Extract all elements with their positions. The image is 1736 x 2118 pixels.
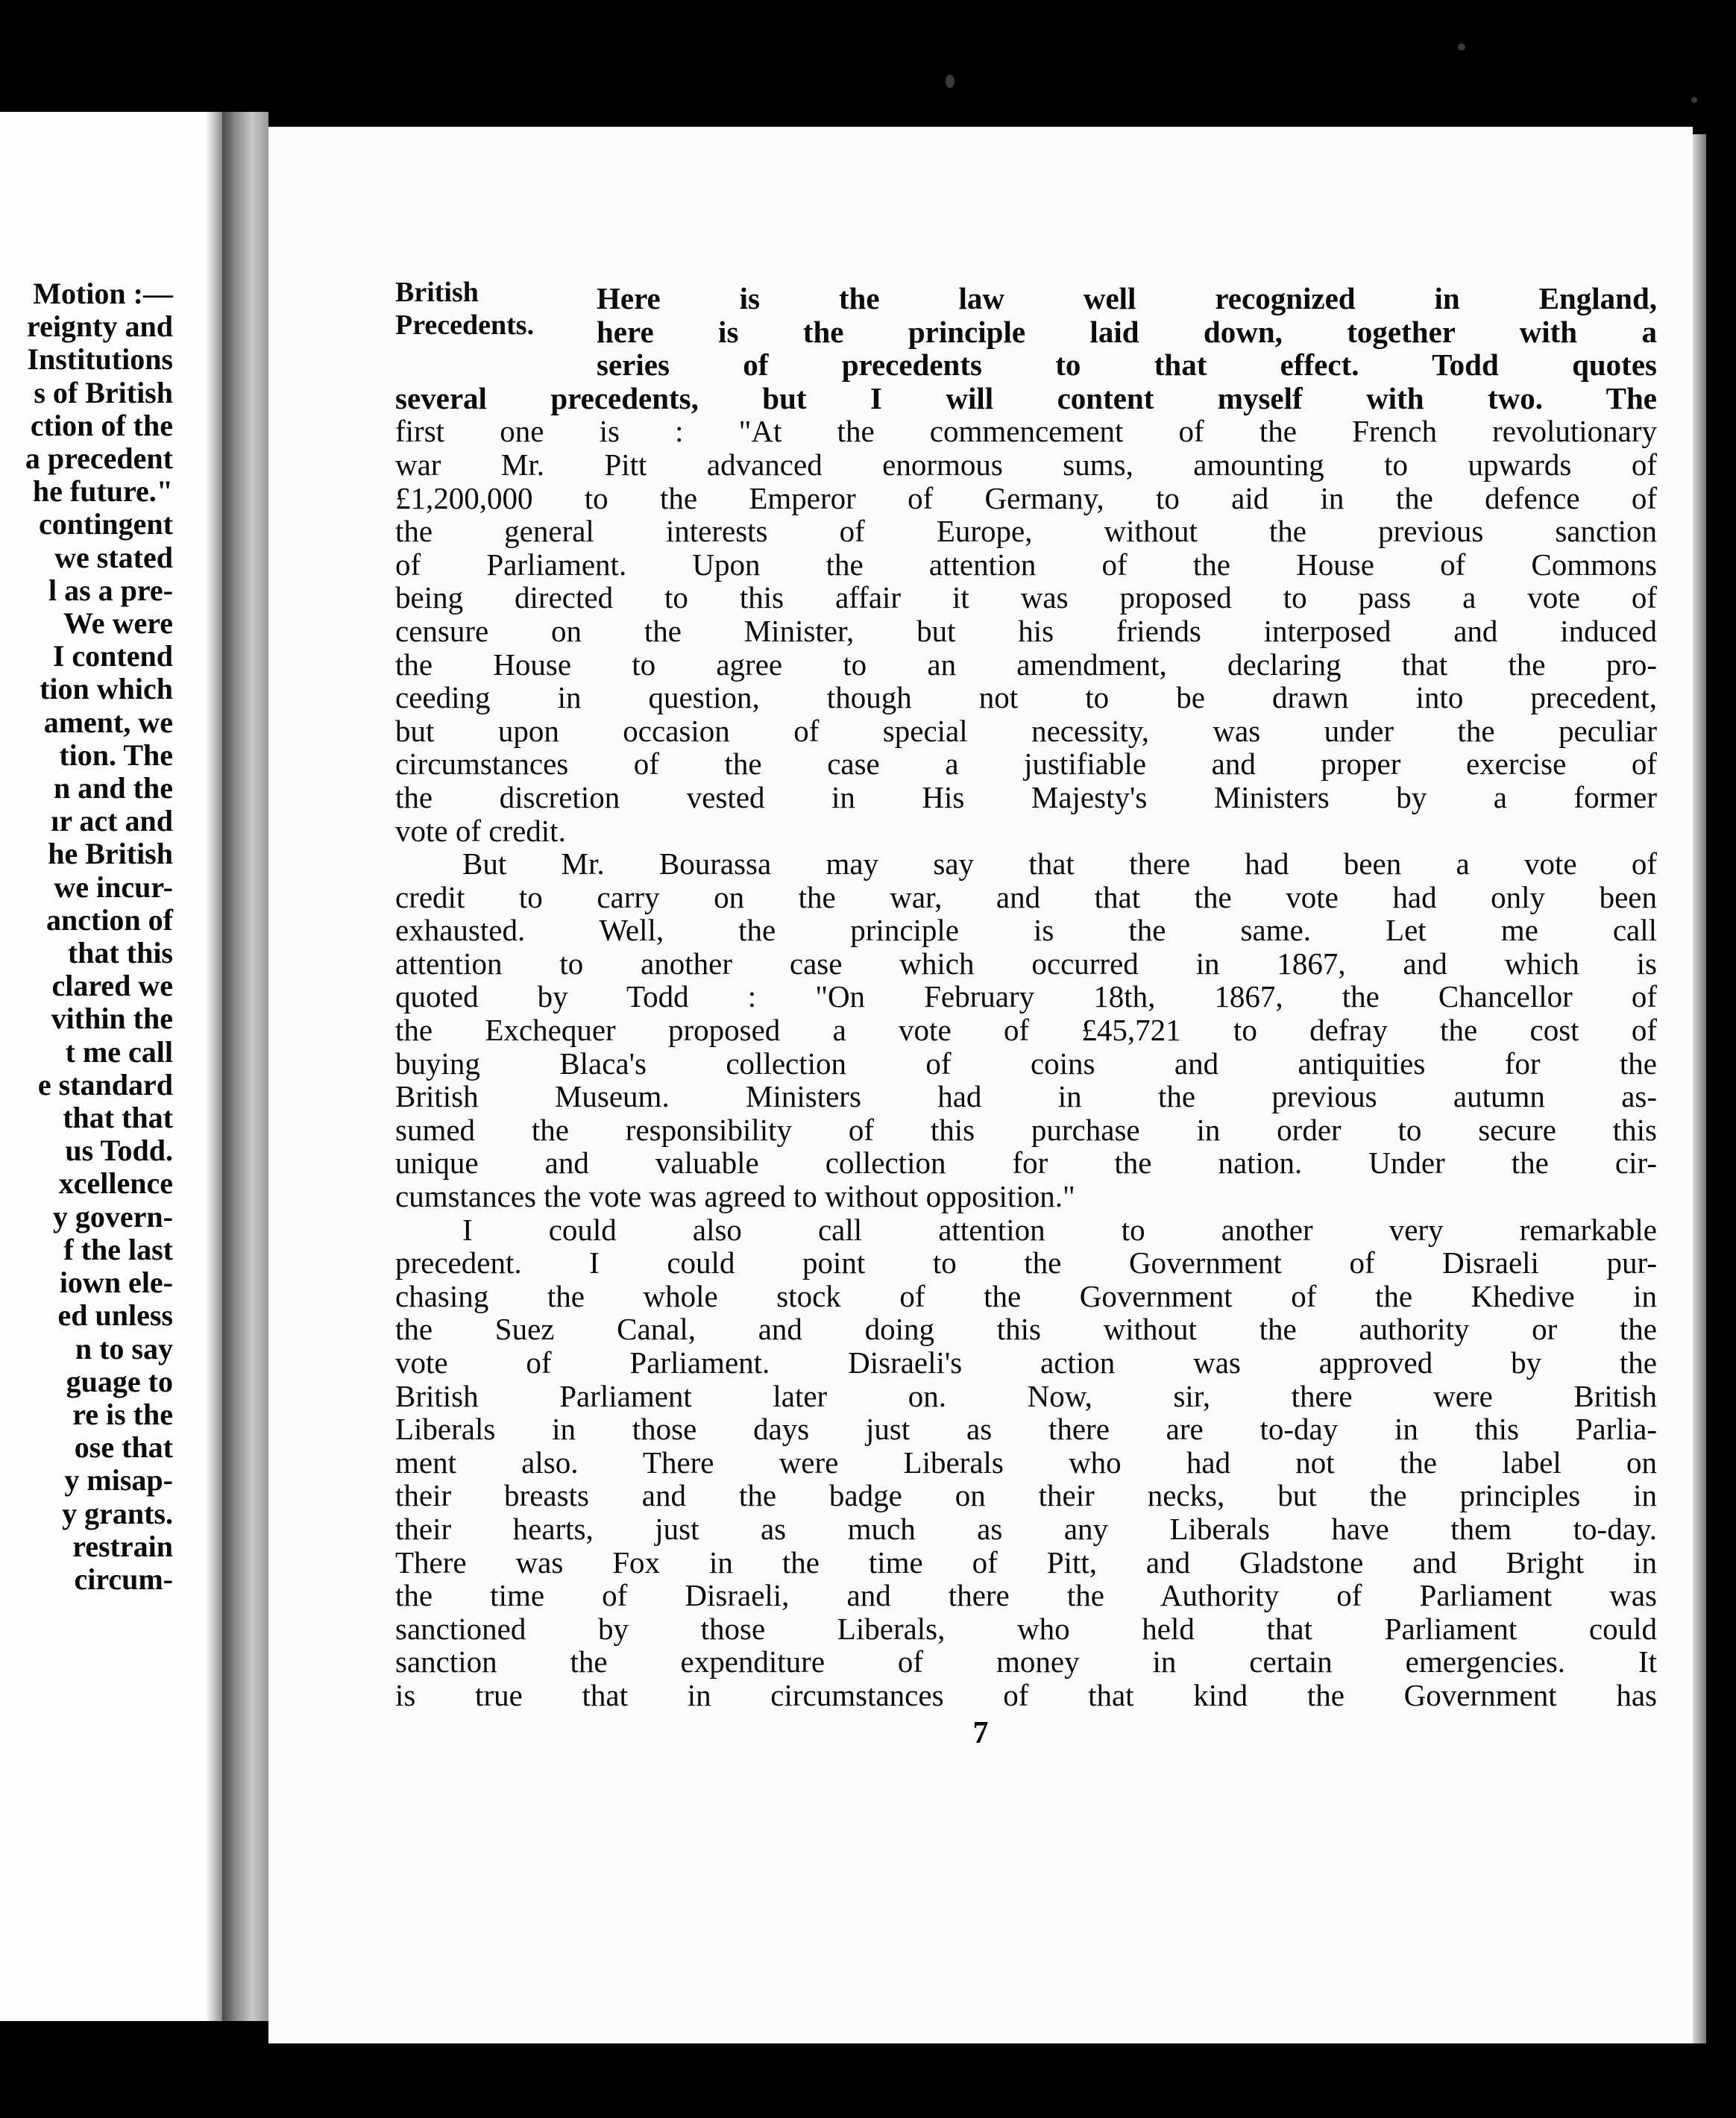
- page-number: 7: [972, 1716, 989, 1750]
- left-page-line: s of British: [34, 375, 173, 409]
- body-line: buying Blaca's collection of coins and antiquities for the: [395, 1046, 1657, 1081]
- body-line: several precedents, but I will content myself with two. The: [395, 380, 1657, 415]
- body-line: Here is the law well recognized in England,: [597, 281, 1657, 315]
- body-line: censure on the Minister, but his friends interposed and induced: [395, 613, 1657, 648]
- body-line: quoted by Todd : "On February 18th, 1867, the Chancellor of: [395, 979, 1657, 1014]
- left-page-line: iown ele-: [59, 1266, 173, 1300]
- body-line: first one is : "At the commencement of the French revolutionary: [395, 414, 1657, 449]
- body-line: sanction the expenditure of money in certain emergencies. It: [395, 1644, 1657, 1679]
- body-line: circumstances of the case a justifiable and proper exercise of: [395, 747, 1657, 782]
- body-line: British Parliament later on. Now, sir, there were British: [395, 1378, 1657, 1413]
- left-page-line: y grants.: [62, 1496, 173, 1530]
- body-line: the time of Disraeli, and there the Authority of Parliament was: [395, 1578, 1657, 1613]
- body-line: the Exchequer proposed a vote of £45,721 to defray the cost of: [395, 1013, 1657, 1048]
- page-edge: [1693, 134, 1706, 2043]
- body-line: the Suez Canal, and doing this without the authority or the: [395, 1312, 1657, 1347]
- scan-speck: [1458, 43, 1465, 51]
- left-page-line: that that: [63, 1101, 173, 1135]
- left-page-line: xcellence: [58, 1166, 173, 1201]
- left-page-line: We were: [63, 606, 173, 641]
- left-page-line: clared we: [51, 969, 173, 1003]
- body-line: vote of Parliament. Disraeli's action was approved by the: [395, 1345, 1657, 1380]
- body-line: British Museum. Ministers had in the previous autumn as-: [395, 1079, 1657, 1114]
- left-page-line: that this: [67, 936, 173, 970]
- body-line: their breasts and the badge on their necks, but the principles in: [395, 1478, 1657, 1513]
- body-line: the discretion vested in His Majesty's Ministers by a former: [395, 779, 1657, 814]
- left-page-line: reignty and: [27, 309, 173, 344]
- body-line: is true that in circumstances of that kind the Government has: [395, 1677, 1657, 1712]
- body-line: £1,200,000 to the Emperor of Germany, to aid in the defence of: [395, 480, 1657, 515]
- left-page-line: contingent: [39, 507, 173, 541]
- left-page-line: vithin the: [51, 1002, 173, 1036]
- margin-heading-line-2: Precedents.: [395, 309, 535, 341]
- body-line: being directed to this affair it was proposed to pass a vote of: [395, 580, 1657, 615]
- body-line: sanctioned by those Liberals, who held that Parliament could: [395, 1611, 1657, 1646]
- left-page-text: [0, 277, 173, 1596]
- left-page-line: we incur-: [54, 870, 173, 904]
- left-page-line: I contend: [52, 639, 173, 673]
- body-line: There was Fox in the time of Pitt, and Gladstone and Bright in: [395, 1544, 1657, 1580]
- margin-heading-line-1: British: [395, 277, 479, 308]
- body-line: vote of credit.: [395, 813, 566, 848]
- left-page-line: Institutions: [27, 342, 173, 377]
- left-page-line: tion which: [40, 672, 173, 706]
- right-page: [268, 127, 1693, 2043]
- left-page-line: e standard: [37, 1067, 173, 1102]
- left-page-line: y misap-: [64, 1463, 173, 1498]
- left-page-line: a precedent: [25, 441, 173, 476]
- left-page-line: ose that: [74, 1430, 173, 1465]
- body-line: sumed the responsibility of this purchase in order to secure this: [395, 1112, 1657, 1147]
- body-line: exhausted. Well, the principle is the same. Let me call: [395, 913, 1657, 948]
- left-page-line: re is the: [72, 1397, 173, 1431]
- body-line: I could also call attention to another very remarkable: [462, 1212, 1657, 1247]
- left-page-line: t me call: [65, 1034, 173, 1069]
- left-page-line: ction of the: [30, 408, 173, 442]
- body-line: chasing the whole stock of the Government of the Khedive in: [395, 1278, 1657, 1313]
- body-line: unique and valuable collection for the nation. Under the cir-: [395, 1146, 1657, 1181]
- left-page-line: anction of: [46, 902, 173, 937]
- scan-speck: [946, 75, 955, 88]
- book-gutter: [222, 112, 268, 2021]
- body-line: ceeding in question, though not to be drawn into precedent,: [395, 680, 1657, 715]
- body-line: precedent. I could point to the Government of Disraeli pur-: [395, 1245, 1657, 1280]
- left-page-line: n and the: [53, 771, 173, 805]
- left-page-line: circum-: [74, 1562, 173, 1596]
- body-line: ment also. There were Liberals who had not the label on: [395, 1445, 1657, 1480]
- left-page-line: Motion :—: [33, 277, 173, 310]
- left-page-line: ed unless: [57, 1298, 173, 1333]
- left-page-line: he future.": [32, 474, 173, 509]
- body-line: attention to another case which occurred in 1867, and which is: [395, 946, 1657, 981]
- body-line: Liberals in those days just as there are to-day in this Parlia-: [395, 1412, 1657, 1447]
- left-page: [0, 112, 222, 2021]
- body-line: but upon occasion of special necessity, was under the peculiar: [395, 713, 1657, 748]
- left-page-line: ament, we: [43, 705, 173, 739]
- body-line: their hearts, just as much as any Liberals have them to-day.: [395, 1511, 1657, 1546]
- left-page-line: y govern-: [52, 1199, 173, 1234]
- body-line: credit to carry on the war, and that the vote had only been: [395, 879, 1657, 914]
- body-line: cumstances the vote was agreed to without opposition.": [395, 1179, 1075, 1214]
- body-line: the House to agree to an amendment, declaring that the pro-: [395, 647, 1657, 682]
- body-line: here is the principle laid down, together with a: [597, 314, 1657, 349]
- left-page-line: ır act and: [51, 804, 173, 838]
- left-page-line: guage to: [66, 1364, 173, 1398]
- left-page-line: us Todd.: [65, 1134, 173, 1168]
- body-line: the general interests of Europe, without the previous sanction: [395, 514, 1657, 549]
- left-page-line: f the last: [63, 1232, 173, 1266]
- left-page-line: he British: [48, 837, 173, 871]
- left-page-line: l as a pre-: [48, 573, 173, 607]
- body-line: series of precedents to that effect. Todd quotes: [597, 348, 1657, 383]
- body-text: [395, 282, 1657, 1712]
- body-line: war Mr. Pitt advanced enormous sums, amounting to upwards of: [395, 447, 1657, 482]
- left-page-line: restrain: [72, 1529, 173, 1563]
- body-line: But Mr. Bourassa may say that there had been a vote of: [462, 846, 1657, 882]
- body-line: of Parliament. Upon the attention of the House of Commons: [395, 547, 1657, 582]
- left-page-line: we stated: [54, 540, 173, 574]
- scan-speck: [1691, 97, 1697, 103]
- left-page-line: n to say: [75, 1331, 173, 1366]
- left-page-line: tion. The: [59, 738, 173, 772]
